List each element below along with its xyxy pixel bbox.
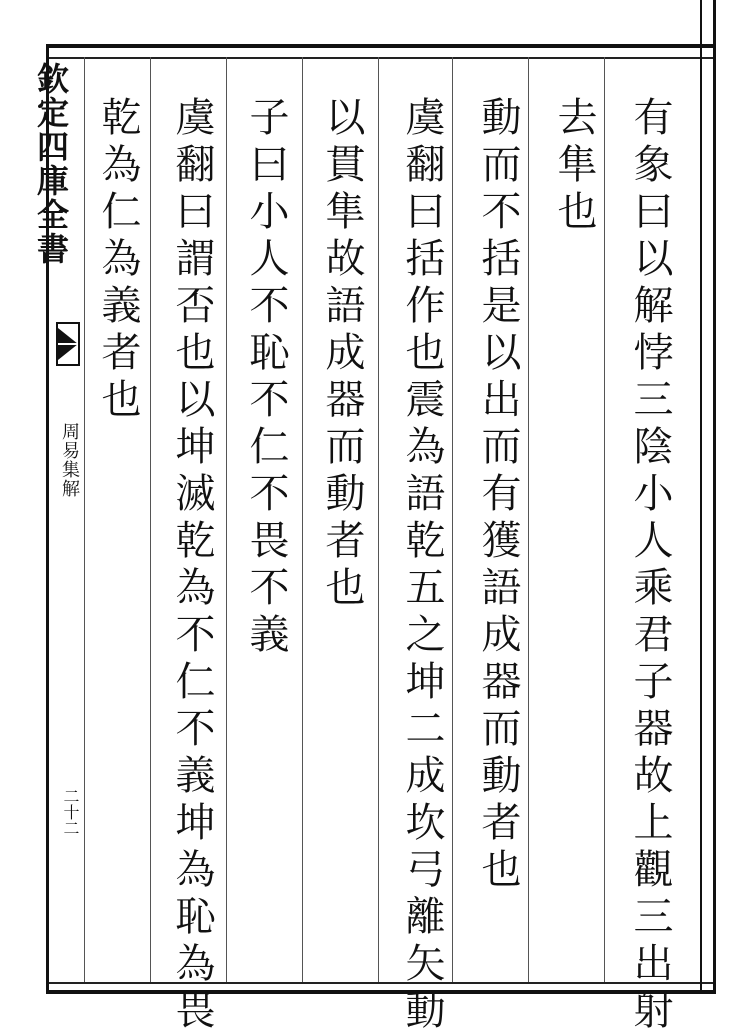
column-rule: [302, 57, 303, 982]
book-title: 周易集解: [59, 422, 80, 498]
column-rule: [604, 57, 605, 982]
text-column-2: 去隼也: [551, 96, 597, 237]
text-column-7: 虞翻曰謂否也以坤滅乾為不仁不義坤為恥為畏: [169, 96, 215, 1036]
frame-border-bottom: [46, 990, 716, 994]
text-column-1: 有象曰以解悖三陰小人乘君子器故上觀三出射: [627, 96, 673, 1036]
text-column-8: 乾為仁為義者也: [95, 96, 141, 425]
column-rule: [528, 57, 529, 982]
text-column-4: 虞翻曰括作也震為語乾五之坤二成坎弓離矢動: [399, 96, 445, 1036]
column-rule: [84, 57, 85, 982]
text-column-5: 以貫隼故語成器而動者也: [319, 96, 365, 613]
text-column-6: 子曰小人不恥不仁不畏不義: [243, 96, 289, 660]
text-column-3: 動而不括是以出而有獲語成器而動者也: [475, 96, 521, 895]
frame-border-right-inner: [700, 0, 702, 990]
column-rule: [452, 57, 453, 982]
frame-border-top-inner: [46, 57, 716, 59]
column-rule: [226, 57, 227, 982]
column-rule: [378, 57, 379, 982]
page-number: 二十二: [61, 788, 80, 836]
column-rule: [150, 57, 151, 982]
fish-tail-mark-icon: [56, 322, 80, 366]
frame-border-top: [46, 44, 716, 48]
collection-title: 欽定四庫全書: [32, 62, 70, 266]
frame-border-right: [713, 0, 716, 994]
frame-border-bottom-inner: [46, 982, 716, 984]
